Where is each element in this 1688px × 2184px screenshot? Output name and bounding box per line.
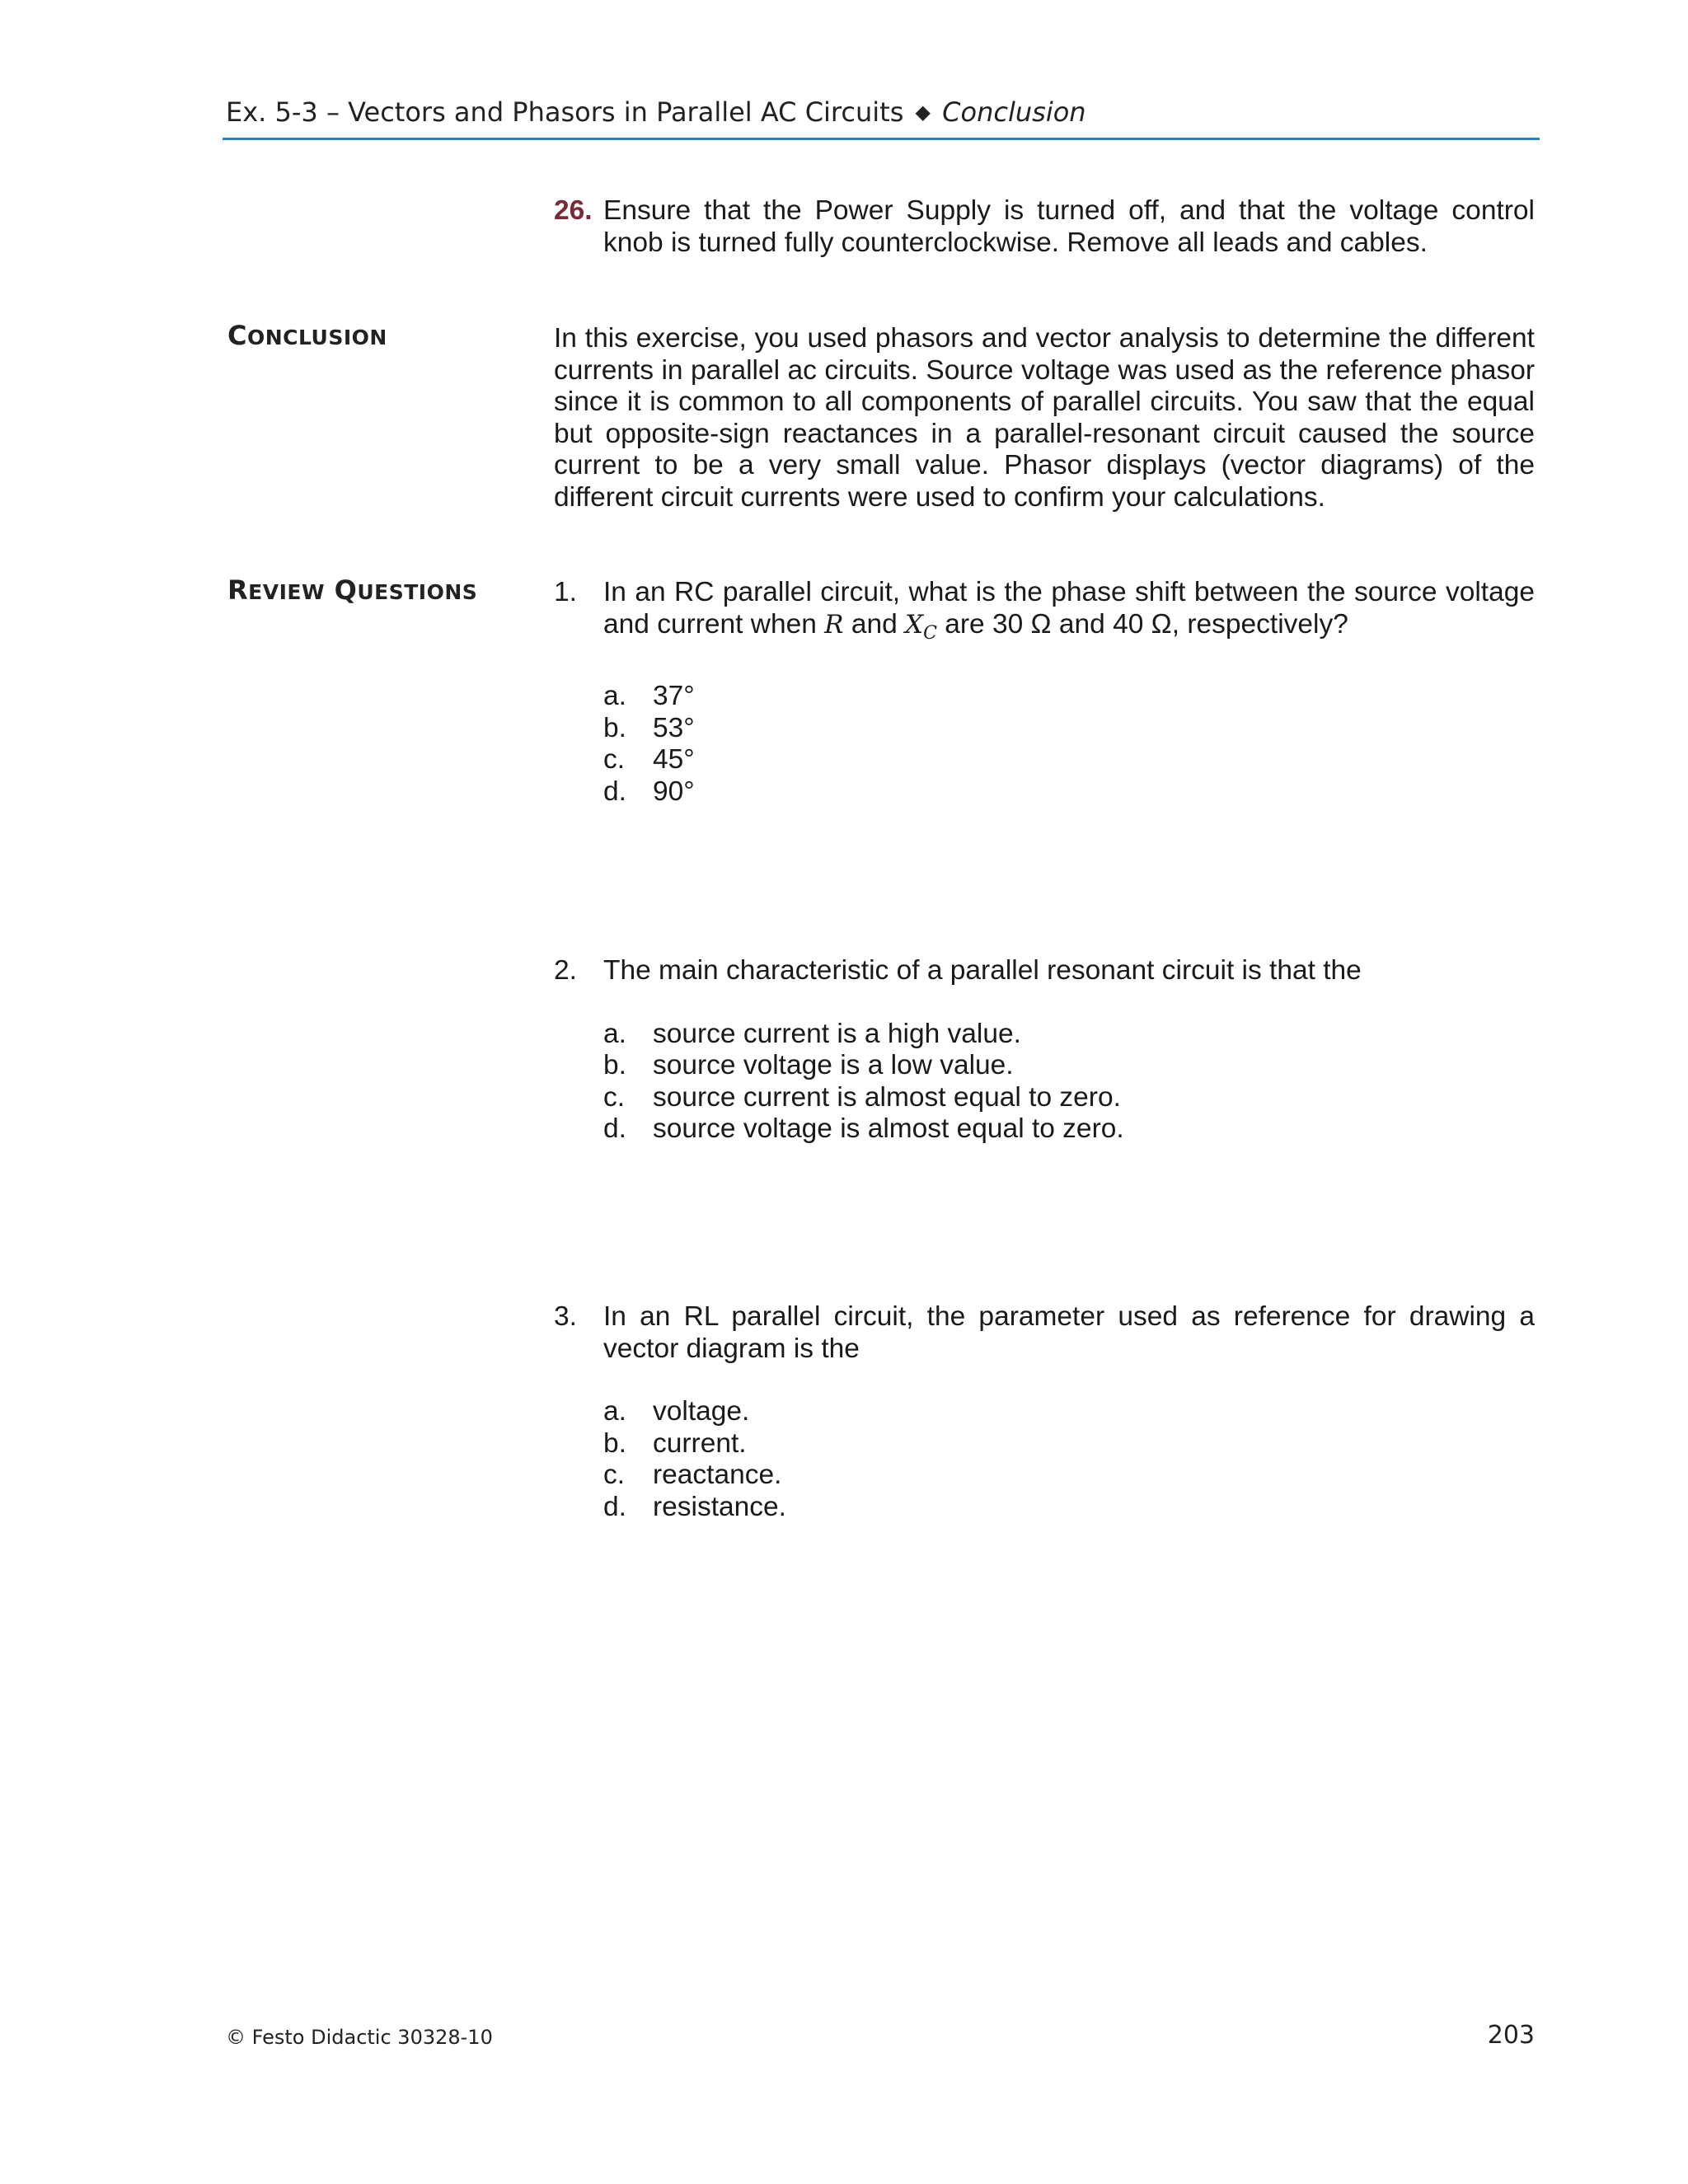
symbol-xc: $X_C$ [905, 609, 937, 644]
header-section: Conclusion [942, 96, 1086, 128]
step-text: Ensure that the Power Supply is turned off, and that the voltage control knob is turned fully counterclockwise. Remove all leads and cables. [603, 195, 1535, 258]
answer-option[interactable]: d. 90° [603, 776, 695, 807]
diamond-separator-icon: ◆ [915, 101, 931, 124]
answer-option[interactable]: a. source current is a high value. [603, 1018, 1021, 1049]
header-chapter: Ex. 5-3 – Vectors and Phasors in Parallel AC Circuits [226, 96, 904, 128]
running-header [226, 92, 1540, 134]
answer-option[interactable]: a. voltage. [603, 1396, 750, 1427]
procedure-step-26 [554, 195, 1535, 259]
step-number: 26. [554, 195, 593, 226]
answer-options [603, 1019, 1535, 1146]
symbol-r: R [824, 609, 844, 640]
answer-option[interactable]: c. 45° [603, 744, 695, 776]
question-stem: In an RC parallel circuit, what is the phase shift between the source voltage and current when R and $X_C$ are 30 Ω and 40 Ω, respectively? [603, 577, 1535, 644]
question-stem: In an RL parallel circuit, the parameter used as reference for drawing a vector diagram is the [603, 1301, 1535, 1364]
answer-option[interactable]: b. 53° [603, 712, 695, 743]
answer-option[interactable]: d. source voltage is almost equal to zero. [603, 1113, 1124, 1144]
page-number: 203 [1487, 2021, 1535, 2050]
question-number: 1. [554, 577, 577, 607]
answer-option[interactable]: b. source voltage is a low value. [603, 1050, 1014, 1080]
review-question-1 [554, 577, 1535, 808]
review-questions-heading: REVIEW QUESTIONS [227, 574, 478, 606]
question-number: 3. [554, 1301, 577, 1332]
answer-options [603, 681, 1535, 808]
answer-option[interactable]: d. resistance. [603, 1491, 786, 1522]
answer-option[interactable]: c. reactance. [603, 1460, 782, 1490]
answer-options [603, 1396, 1535, 1523]
conclusion-paragraph: In this exercise, you used phasors and vector analysis to determine the different currents in parallel ac circuits. Source voltage was used as the reference phasor since it is common to all components of parallel circuits. You saw that the equal but opposite-sign reactances in a parallel-resonant circuit caused the source current to be a very small value. Phasor displays (vector diagrams) of the different circuit currents were used to confirm your calculations. [554, 323, 1535, 513]
review-question-3 [554, 1301, 1535, 1523]
answer-option[interactable]: b. current. [603, 1427, 747, 1459]
header-rule [223, 138, 1540, 140]
conclusion-heading: CONCLUSION [227, 320, 387, 351]
question-number: 2. [554, 955, 577, 986]
footer-copyright: © Festo Didactic 30328-10 [226, 2026, 493, 2049]
answer-option[interactable]: c. source current is almost equal to zero. [603, 1081, 1121, 1113]
answer-option[interactable]: a. 37° [603, 681, 695, 712]
question-stem: The main characteristic of a parallel resonant circuit is that the [603, 955, 1362, 986]
review-question-2 [554, 955, 1535, 1146]
